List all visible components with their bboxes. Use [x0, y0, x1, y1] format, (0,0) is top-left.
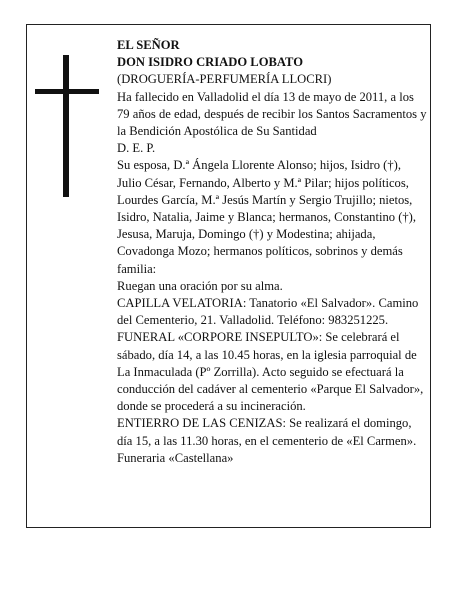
- family-list: Su esposa, D.ª Ángela Llorente Alonso; hijos, Isidro (†), Julio César, Fernando, Alberto y M.ª Pilar; hijos políticos, Lourdes García, M.ª Jesús Martín y Sergio Trujillo; nietos, Isidro, Natalia, Jaime y Blanca; hermanos, Constantino (†), Jesusa, Maruja, Domingo (†) y Modestina; ahijada, Covadonga Mozo; hermanos políticos, sobrinos y demás familia:: [117, 158, 417, 276]
- burial-info: ENTIERRO DE LAS CENIZAS: Se realizará el domingo, día 15, a las 11.30 horas, en el cementerio de «El Carmen».: [117, 416, 417, 448]
- dep-line: D. E. P.: [117, 141, 156, 156]
- funeral-info: FUNERAL «CORPORE INSEPULTO»: Se celebrará el sábado, día 14, a las 10.45 horas, en la iglesia parroquial de La Inmaculada (Pº Zorrilla). Acto seguido se efectuará la conducción del cadáver al cementerio «Parque El Salvador», donde se procederá a su incineración.: [117, 330, 424, 414]
- business-name: (DROGUERÍA-PERFUMERÍA LLOCRI): [117, 72, 332, 87]
- death-announcement: Ha fallecido en Valladolid el día 13 de mayo de 2011, a los 79 años de edad, después de recibir los Santos Sacramentos y la Bendición Apostólica de Su Santidad: [117, 89, 427, 139]
- cross-icon: [35, 55, 99, 197]
- chapel-info: CAPILLA VELATORIA: Tanatorio «El Salvador». Camino del Cementerio, 21. Valladolid. Teléfono: 983251225.: [117, 296, 419, 328]
- funeral-home: Funeraria «Castellana»: [117, 450, 234, 465]
- notice-header: EL SEÑOR: [117, 38, 180, 52]
- obituary-text: [117, 37, 427, 467]
- deceased-name: DON ISIDRO CRIADO LOBATO: [117, 55, 304, 70]
- obituary-notice: [26, 24, 431, 528]
- cross-vertical-bar: [63, 55, 69, 197]
- prayer-request: Ruegan una oración por su alma.: [117, 278, 283, 293]
- cross-horizontal-bar: [35, 89, 99, 94]
